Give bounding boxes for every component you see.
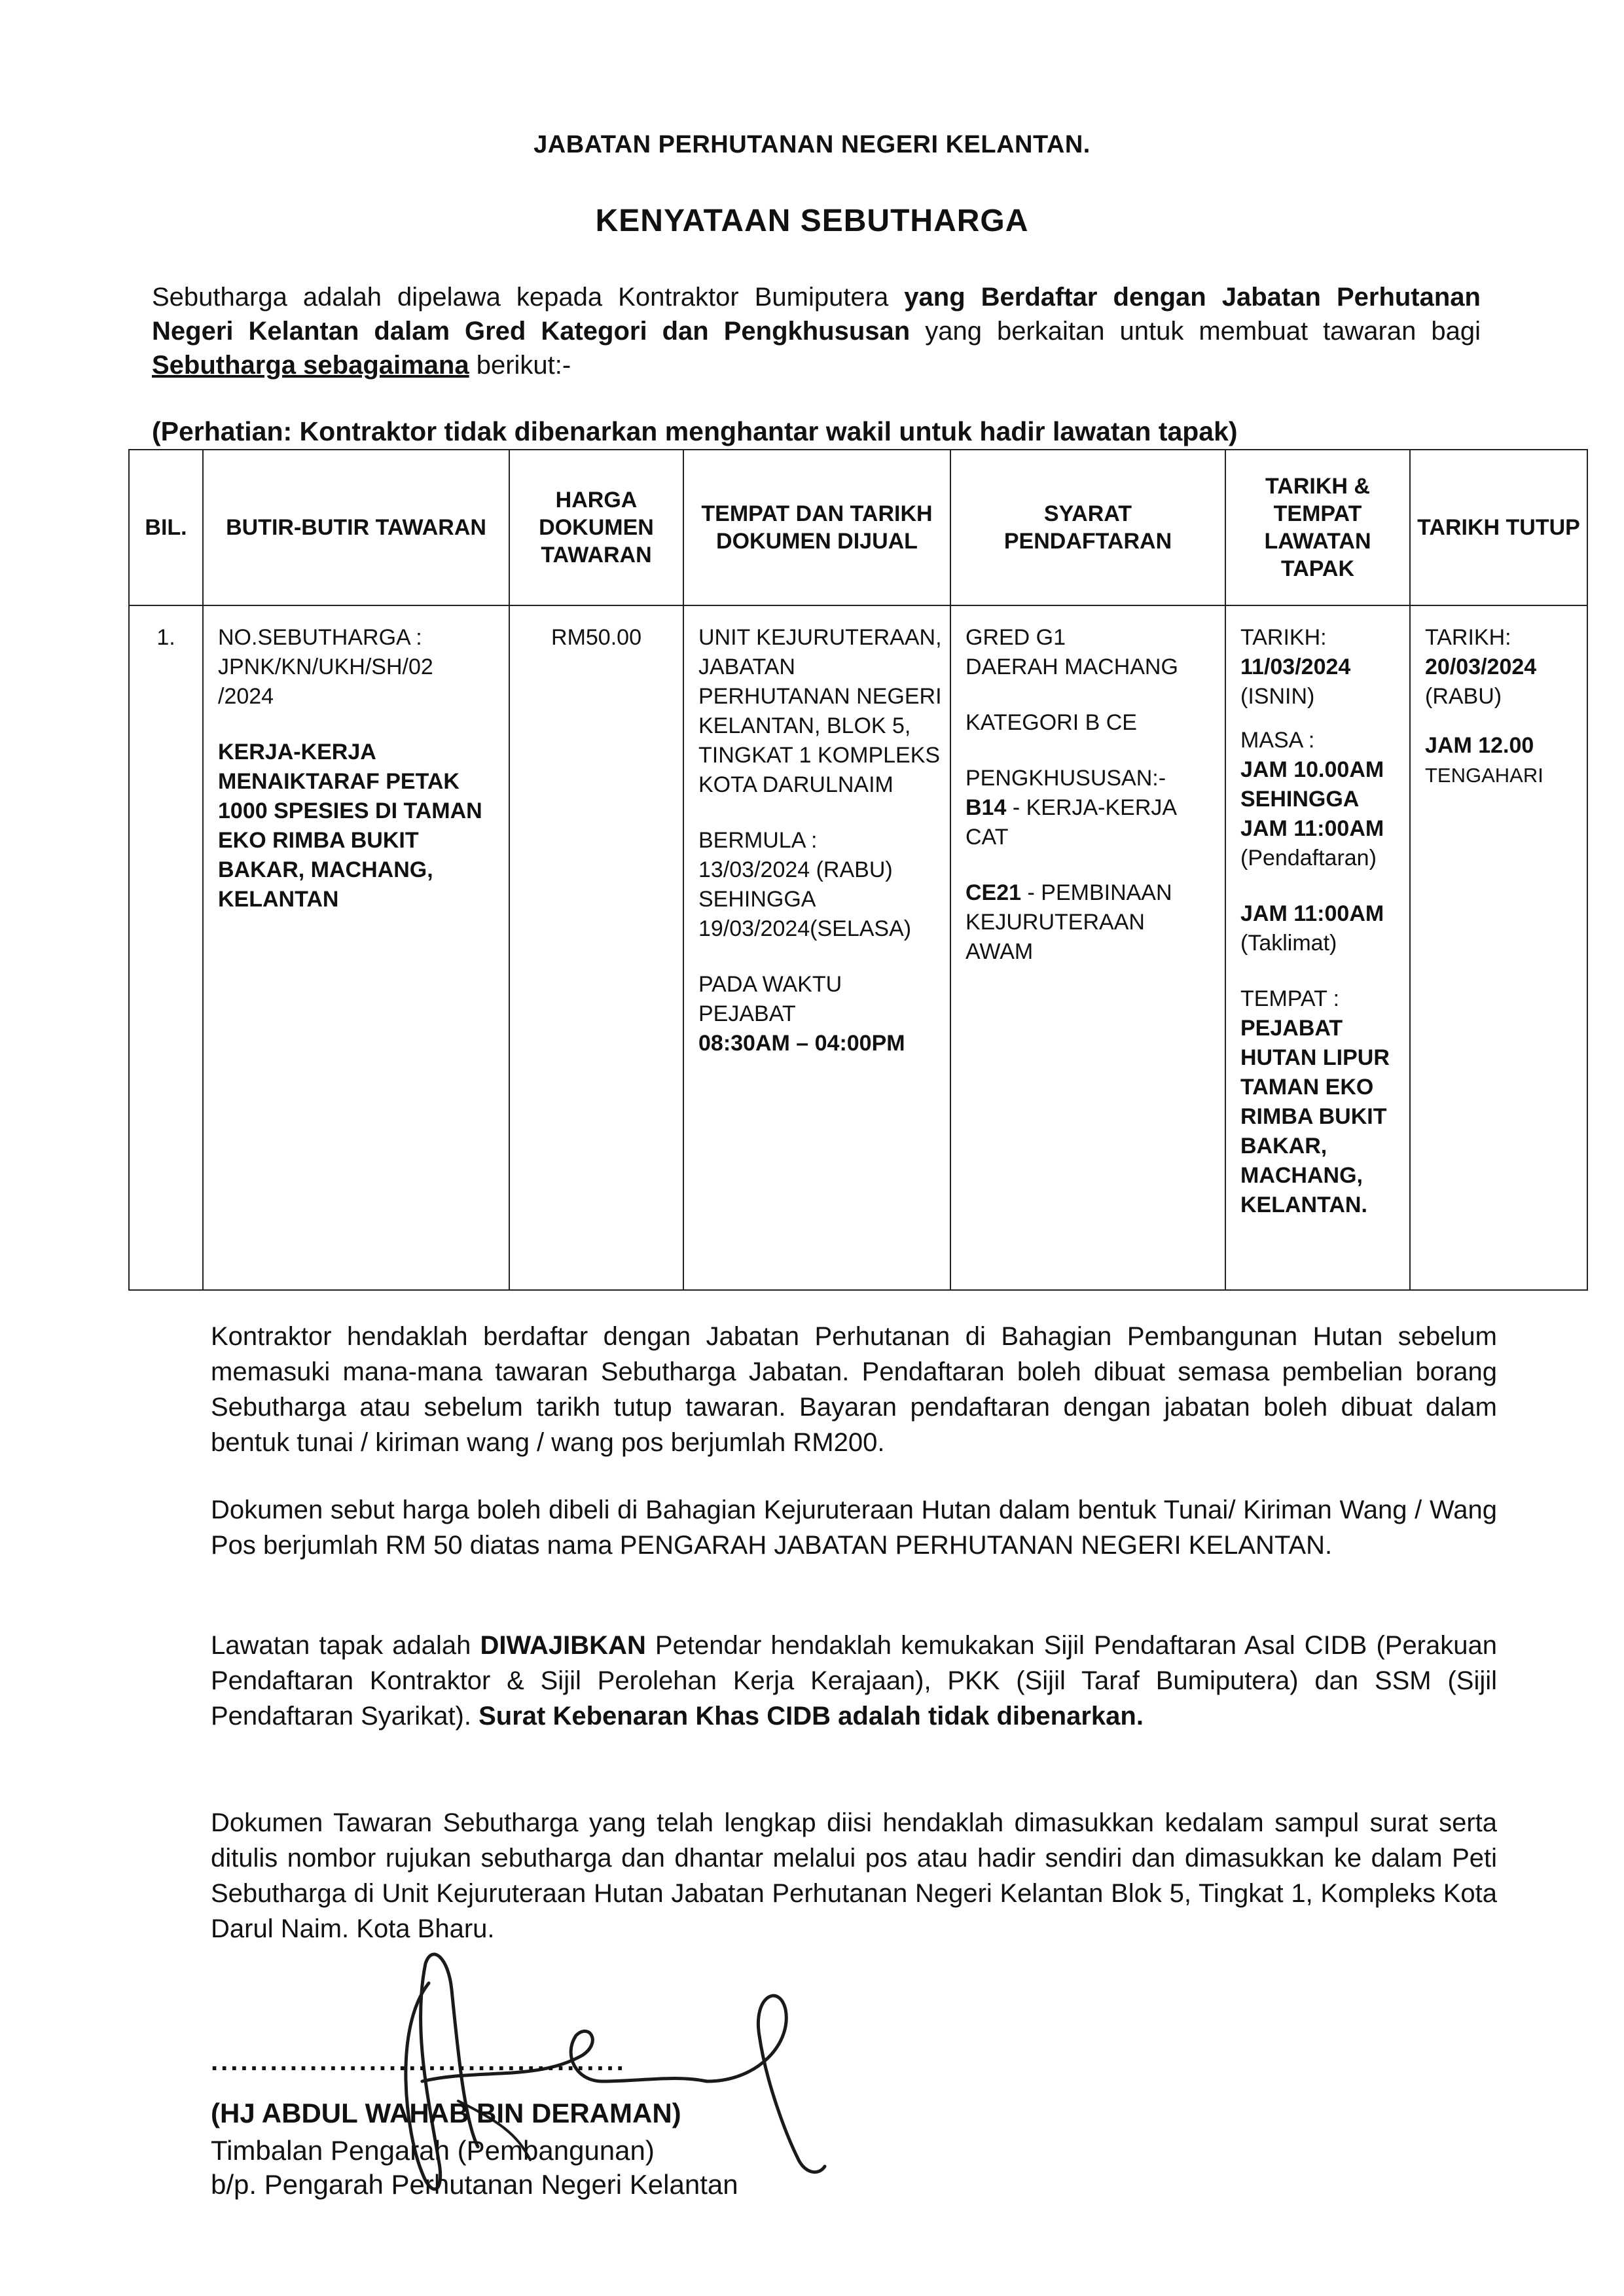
signer-on-behalf: b/p. Pengarah Perhutanan Negeri Kelantan	[211, 2169, 738, 2200]
visit-date-label: TARIKH:	[1240, 625, 1327, 650]
ref-line-2: /2024	[218, 684, 274, 709]
specialisation-ce21: CE21 - PEMBINAAN KEJURUTERAAN AWAM	[965, 880, 1172, 964]
tender-table	[128, 449, 1588, 1291]
ref-line-1: JPNK/KN/UKH/SH/02	[218, 655, 433, 679]
visit-place-label: TEMPAT :	[1240, 986, 1340, 1011]
sale-start-date: 13/03/2024 (RABU)	[698, 857, 893, 882]
sale-venue: UNIT KEJURUTERAAN, JABATAN PERHUTANAN NEGERI KELANTAN, BLOK 5, TINGKAT 1 KOMPLEKS KOTA DARULNAIM	[698, 625, 942, 797]
table-row	[129, 605, 1587, 1290]
intro-paragraph	[152, 280, 1481, 382]
visit-time-label: MASA :	[1240, 728, 1315, 753]
cell-syarat	[950, 605, 1225, 1290]
intro-text-1: Sebutharga adalah dipelawa kepada Kontraktor Bumiputera	[152, 283, 905, 312]
department-title: JABATAN PERHUTANAN NEGERI KELANTAN.	[533, 131, 1091, 158]
cell-tutup	[1410, 605, 1587, 1290]
header-bil: BIL.	[129, 450, 203, 605]
intro-text-3: berikut:-	[469, 351, 571, 380]
district: DAERAH MACHANG	[965, 655, 1178, 679]
visit-place: PEJABAT HUTAN LIPUR TAMAN EKO RIMBA BUKIT BAKAR, MACHANG, KELANTAN.	[1240, 1016, 1390, 1217]
header-lawatan: TARIKH & TEMPAT LAWATAN TAPAK	[1225, 450, 1410, 605]
specialisation-label: PENGKHUSUSAN:-	[965, 766, 1166, 791]
visit-date: 11/03/2024	[1240, 655, 1351, 679]
sale-start-label: BERMULA :	[698, 828, 818, 853]
close-time-note: TENGAHARI	[1425, 764, 1543, 787]
registration-note: (Pendaftaran)	[1240, 846, 1377, 870]
header-syarat: SYARAT PENDAFTARAN	[950, 450, 1225, 605]
signer-position: Timbalan Pengarah (Pembangunan)	[211, 2135, 655, 2166]
intro-text-2: yang berkaitan untuk membuat tawaran bagi	[910, 317, 1481, 346]
registration-paragraph: Kontraktor hendaklah berdaftar dengan Jabatan Perhutanan di Bahagian Pembangunan Hutan sebelum memasuki mana-mana tawaran Sebutharga Jabatan. Pendaftaran boleh dibuat semasa pembelian borang Sebutharga atau sebelum tarikh tutup tawaran. Bayaran pendaftaran dengan jabatan boleh dibuat dalam bentuk tunai / kiriman wang / wang pos berjumlah RM200.	[211, 1322, 1497, 1457]
document-title: KENYATAAN SEBUTHARGA	[595, 204, 1029, 238]
close-time: JAM 12.00	[1425, 733, 1534, 758]
ref-label: NO.SEBUTHARGA :	[218, 625, 422, 650]
cell-butir	[203, 605, 509, 1290]
work-title: KERJA-KERJA MENAIKTARAF PETAK 1000 SPESIES DI TAMAN EKO RIMBA BUKIT BAKAR, MACHANG, KELANTAN	[218, 740, 482, 912]
intro-underlined-text: Sebutharga sebagaimana	[152, 351, 469, 380]
sale-end-date: 19/03/2024(SELASA)	[698, 916, 912, 941]
signature-line: ..........................................	[211, 2047, 626, 2076]
category: KATEGORI B CE	[965, 710, 1137, 735]
close-date: 20/03/2024	[1425, 655, 1537, 679]
visit-day: (ISNIN)	[1240, 684, 1315, 709]
briefing-note: (Taklimat)	[1240, 931, 1337, 956]
registration-time: JAM 10.00AM SEHINGGA JAM 11:00AM	[1240, 757, 1384, 841]
submission-paragraph: Dokumen Tawaran Sebutharga yang telah lengkap diisi hendaklah dimasukkan kedalam sampul surat serta ditulis nombor rujukan sebutharga dan dhantar melalui pos atau hadir sendiri dan dimasukkan ke dalam Peti Sebutharga di Unit Kejuruteraan Hutan Jabatan Perhutanan Negeri Kelantan Blok 5, Tingkat 1, Kompleks Kota Darul Naim. Kota Bharu.	[211, 1808, 1497, 1943]
header-tempat: TEMPAT DAN TARIKH DOKUMEN DIJUAL	[683, 450, 950, 605]
table-header-row	[129, 450, 1587, 605]
header-harga: HARGA DOKUMEN TAWARAN	[509, 450, 683, 605]
document-purchase-paragraph: Dokumen sebut harga boleh dibeli di Bahagian Kejuruteraan Hutan dalam bentuk Tunai/ Kiriman Wang / Wang Pos berjumlah RM 50 diatas nama PENGARAH JABATAN PERHUTANAN NEGERI KELANTAN.	[211, 1496, 1497, 1560]
cell-price: RM50.00	[509, 605, 683, 1290]
intro-bold-text: yang Berdaftar dengan Jabatan Perhutanan Negeri Kelantan dalam Gred Kategori dan Pengkhususan	[152, 283, 1481, 346]
site-visit-paragraph: Lawatan tapak adalah DIWAJIBKAN Petendar hendaklah kemukakan Sijil Pendaftaran Asal CIDB (Perakuan Pendaftaran Kontraktor & Sijil Perolehan Kerja Kerajaan), PKK (Sijil Taraf Bumiputera) dan SSM (Sijil Pendaftaran Syarikat). Surat Kebenaran Khas CIDB adalah tidak dibenarkan.	[211, 1631, 1497, 1731]
grade: GRED G1	[965, 625, 1066, 650]
signer-name: (HJ ABDUL WAHAB BIN DERAMAN)	[211, 2098, 681, 2128]
site-visit-notice: (Perhatian: Kontraktor tidak dibenarkan menghantar wakil untuk hadir lawatan tapak)	[152, 416, 1238, 446]
office-hours-label: PADA WAKTU PEJABAT	[698, 972, 842, 1026]
cell-bil: 1.	[129, 605, 203, 1290]
sale-until: SEHINGGA	[698, 887, 816, 912]
briefing-time: JAM 11:00AM	[1240, 901, 1384, 926]
office-hours: 08:30AM – 04:00PM	[698, 1031, 905, 1056]
close-date-label: TARIKH:	[1425, 625, 1511, 650]
header-butir: BUTIR-BUTIR TAWARAN	[203, 450, 509, 605]
header-tutup: TARIKH TUTUP	[1410, 450, 1587, 605]
close-day: (RABU)	[1425, 684, 1502, 709]
cell-lawatan	[1225, 605, 1410, 1290]
specialisation-b14: B14 - KERJA-KERJA CAT	[965, 795, 1176, 850]
cell-tempat	[683, 605, 950, 1290]
